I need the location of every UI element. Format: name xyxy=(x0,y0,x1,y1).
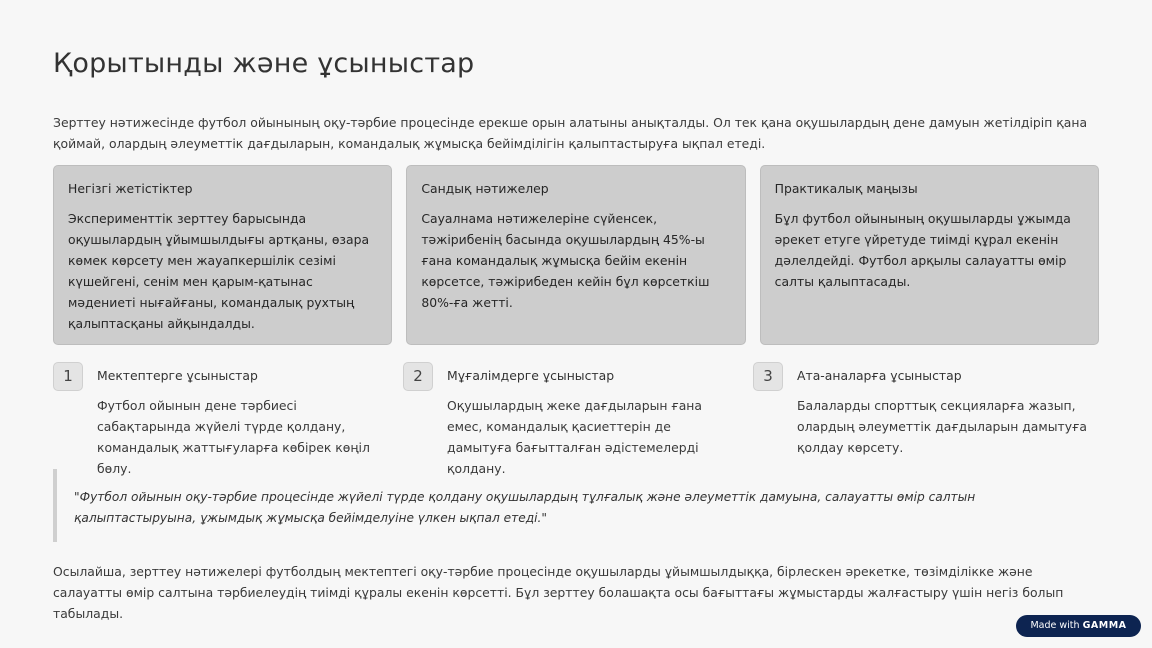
number-badge: 2 xyxy=(403,362,433,391)
recommendation-title: Ата-аналарға ұсыныстар xyxy=(797,368,962,383)
recommendation-parents xyxy=(753,362,1103,479)
recommendation-title: Мектептерге ұсыныстар xyxy=(97,368,258,383)
recommendation-body: Футбол ойынын дене тәрбиесі сабақтарында жүйелі түрде қолдану, командалық жаттығуларға көбірек көңіл бөлу. xyxy=(97,398,370,476)
card-key-achievements xyxy=(53,165,392,345)
blockquote: "Футбол ойынын оқу-тәрбие процесінде жүйелі түрде қолдану оқушылардың тұлғалық және әлеуметтік дамуына, салауатты өмір салтын қалыптастыруына, ұжымдық жұмысқа бейімделуіне үлкен ықпал етеді." xyxy=(53,469,1053,542)
recommendations-list xyxy=(53,362,1103,479)
card-title: Практикалық маңызы xyxy=(774,181,918,196)
summary-cards xyxy=(53,165,1099,345)
number-badge: 3 xyxy=(753,362,783,391)
recommendation-body: Балаларды спорттық секцияларға жазып, олардың әлеуметтік дағдыларын дамытуға қолдау көрсету. xyxy=(797,398,1087,455)
recommendation-schools xyxy=(53,362,403,479)
recommendation-body: Оқушылардың жеке дағдыларын ғана емес, командалық қасиеттерін де дамытуға бағытталған әдістемелерді қолдану. xyxy=(447,398,703,476)
card-title: Сандық нәтижелер xyxy=(421,181,549,196)
card-body: Эксперименттік зерттеу барысында оқушылардың ұйымшылдығы артқаны, өзара көмек көрсету мен жауапкершілік сезімі күшейгені, сенім мен қарым-қатынас мәдениеті нығайғаны, командалық рухтың қалыптасқаны айқындалды. xyxy=(68,211,370,331)
card-title: Негізгі жетістіктер xyxy=(68,181,193,196)
intro-paragraph: Зерттеу нәтижесінде футбол ойынының оқу-тәрбие процесінде ерекше орын алатыны анықталды. Ол тек қана оқушылардың дене дамуын жетілдіріп қана қоймай, олардың әлеуметтік дағдыларын, командалық жұмысқа бейімділігін қалыптастыруға ықпал етеді. xyxy=(53,115,1088,151)
conclusion-paragraph: Осылайша, зерттеу нәтижелері футболдың мектептегі оқу-тәрбие процесінде оқушыларды ұйымшылдыққа, бірлескен әрекетке, төзімділікке және салауатты өмір салтына тәрбиелеудің тиімді құралы екенін көрсетті. Бұл зерттеу болашақта осы бағыттағы жұмыстарды жалғастыру үшін негіз болып табылады. xyxy=(53,564,1064,621)
card-body: Сауалнама нәтижелеріне сүйенсек, тәжірибенің басында оқушылардың 45%-ы ғана командалық жұмысқа бейім екенін көрсетсе, тәжірибеден кейін бұл көрсеткіш 80%-ға жетті. xyxy=(421,211,710,310)
page-title: Қорытынды және ұсыныстар xyxy=(53,48,475,79)
card-body: Бұл футбол ойынының оқушыларды ұжымда әрекет етуге үйретуде тиімді құрал екенін дәлелдейді. Футбол арқылы салауатты өмір салты қалыптасады. xyxy=(774,211,1071,289)
recommendation-title: Мұғалімдерге ұсыныстар xyxy=(447,368,615,383)
badge-prefix: Made with xyxy=(1030,620,1080,631)
card-practical-significance xyxy=(760,165,1099,345)
card-quantitative-results xyxy=(406,165,745,345)
made-with-gamma-badge[interactable] xyxy=(1016,615,1141,637)
gamma-logo: GAMMA xyxy=(1082,620,1127,631)
number-badge: 1 xyxy=(53,362,83,391)
recommendation-teachers xyxy=(403,362,753,479)
